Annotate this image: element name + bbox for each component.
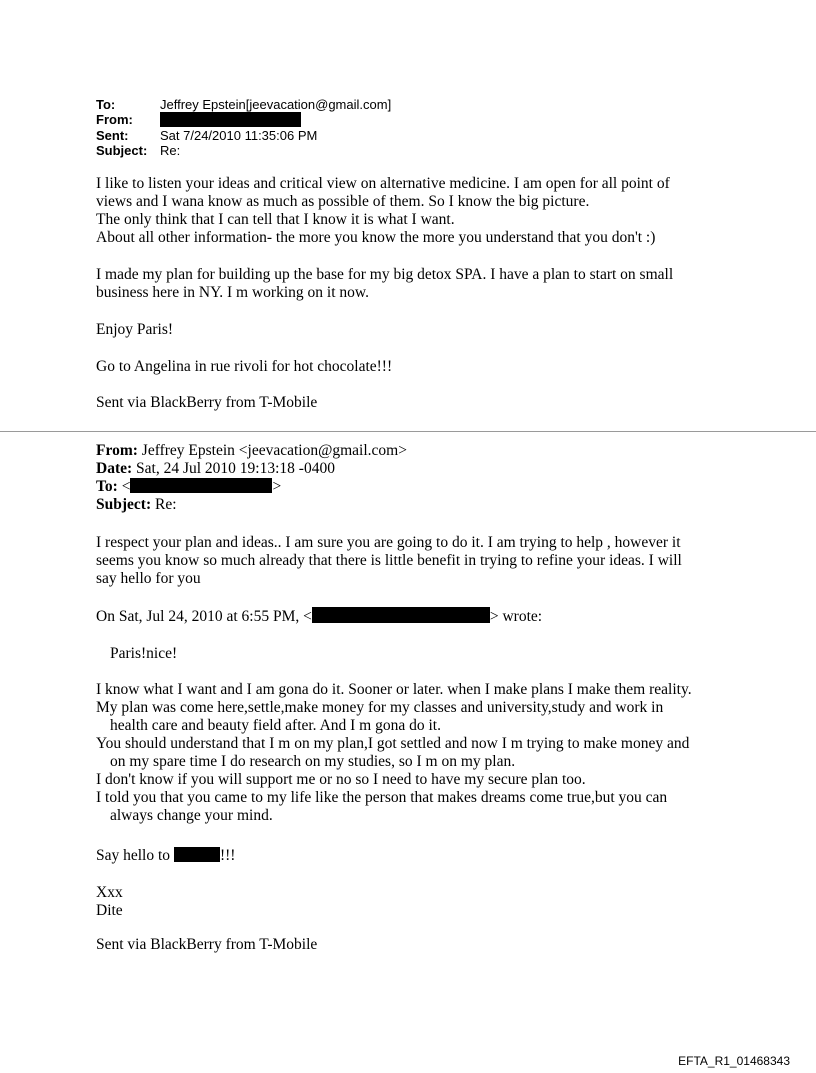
- email1-paragraph-4: [96, 358, 736, 376]
- email2-paragraph-1: [96, 534, 736, 588]
- body-line: Go to Angelina in rue rivoli for hot chocolate!!!: [96, 358, 393, 375]
- body-line: always change your mind.: [110, 807, 273, 824]
- body-line: Sent via BlackBerry from T-Mobile: [96, 936, 318, 953]
- email2-subject-row: [96, 496, 736, 514]
- email2-subject-label: Subject:: [96, 496, 152, 513]
- body-line: My plan was come here,settle,make money for my classes and university,study and work in: [96, 699, 664, 716]
- body-line: You should understand that I m on my plan,I got settled and now I m trying to make money and: [96, 735, 690, 752]
- body-line: I made my plan for building up the base for my big detox SPA. I have a plan to start on small: [96, 266, 674, 283]
- email2-date-label: Date:: [96, 460, 133, 477]
- redaction-block: [130, 478, 272, 493]
- email1-to-label: To:: [96, 97, 116, 112]
- email1-sent-value: Sat 7/24/2010 11:35:06 PM: [160, 128, 318, 143]
- body-line: I told you that you came to my life like the person that makes dreams come true,but you can: [96, 789, 668, 806]
- email2-from-row: [96, 442, 736, 460]
- say-hello-suffix: !!!: [219, 847, 236, 864]
- email1-subject-label: Subject:: [96, 143, 148, 158]
- body-line: views and I wana know as much as possible of them. So I know the big picture.: [96, 193, 590, 210]
- body-line: I respect your plan and ideas.. I am sure you are going to do it. I am trying to help , however it: [96, 534, 681, 551]
- body-line: business here in NY. I m working on it now.: [96, 284, 369, 301]
- email1-subject-value: Re:: [160, 143, 181, 158]
- redaction-block: [174, 847, 220, 862]
- redaction-block: [160, 112, 301, 127]
- email2-to-row: [96, 478, 736, 496]
- email1-signature: [96, 394, 736, 412]
- quoted-paragraph-2: [96, 681, 736, 825]
- quote-intro-suffix: > wrote:: [489, 608, 543, 625]
- email2-date-value: Sat, 24 Jul 2010 19:13:18 -0400: [136, 460, 335, 477]
- email2-to-prefix: <: [121, 478, 131, 495]
- email1-paragraph-3: [96, 321, 736, 339]
- email1-sent-label: Sent:: [96, 128, 129, 143]
- email1-paragraph-2: [96, 266, 736, 302]
- document-id: EFTA_R1_01468343: [678, 1054, 790, 1068]
- quoted-paragraph-3: [96, 847, 736, 865]
- quoted-paragraph-1: [96, 645, 736, 663]
- divider: [0, 431, 816, 432]
- email2-from-value: Jeffrey Epstein <jeevacation@gmail.com>: [141, 442, 407, 459]
- body-line: say hello for you: [96, 570, 201, 587]
- body-line: I know what I want and I am gona do it. Sooner or later. when I make plans I make them reality.: [96, 681, 692, 698]
- body-line: Paris!nice!: [110, 645, 178, 662]
- body-line: seems you know so much already that there is little benefit in trying to refine your ideas. I will: [96, 552, 682, 569]
- body-line: health care and beauty field after. And I m gona do it.: [110, 717, 441, 734]
- quote-intro-prefix: On Sat, Jul 24, 2010 at 6:55 PM, <: [96, 608, 312, 625]
- email2-date-row: [96, 460, 736, 478]
- email2-from-label: From:: [96, 442, 138, 459]
- email2-signature: [96, 936, 736, 954]
- body-line: Dite: [96, 902, 123, 919]
- body-line: I like to listen your ideas and critical view on alternative medicine. I am open for all point of: [96, 175, 670, 192]
- say-hello-prefix: Say hello to: [96, 847, 174, 864]
- quoted-signoff: [96, 884, 736, 920]
- quote-intro: [96, 607, 736, 626]
- body-line: Xxx: [96, 884, 123, 901]
- email2-to-label: To:: [96, 478, 118, 495]
- email2-subject-value: Re:: [154, 496, 177, 513]
- email1-paragraph-1: [96, 175, 736, 247]
- body-line: Sent via BlackBerry from T-Mobile: [96, 394, 318, 411]
- email1-to-value: Jeffrey Epstein[jeevacation@gmail.com]: [160, 97, 392, 112]
- email1-from-value: [160, 112, 301, 127]
- redaction-block: [312, 607, 490, 623]
- email1-from-label: From:: [96, 112, 133, 127]
- body-line: The only think that I can tell that I know it is what I want.: [96, 211, 455, 228]
- body-line: on my spare time I do research on my studies, so I m on my plan.: [110, 753, 516, 770]
- body-line: I don't know if you will support me or no so I need to have my secure plan too.: [96, 771, 586, 788]
- email2-to-suffix: >: [272, 478, 282, 495]
- body-line: About all other information- the more you know the more you understand that you don't :): [96, 229, 656, 246]
- body-line: Enjoy Paris!: [96, 321, 174, 338]
